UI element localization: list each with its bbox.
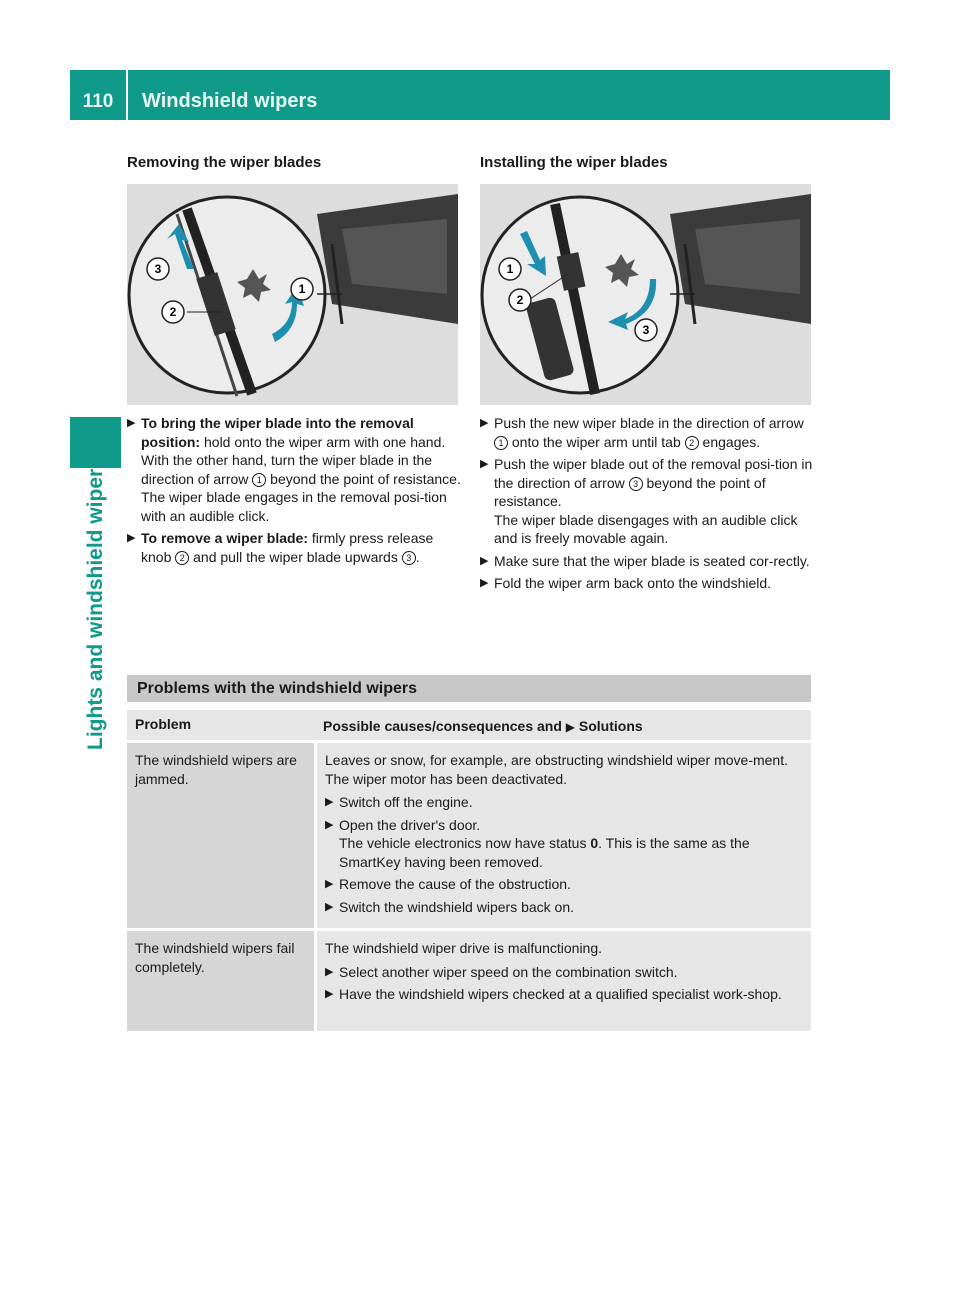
list-item: ▶ Remove the cause of the obstruction. [325, 876, 571, 892]
problems-table [127, 675, 811, 1031]
list-item: ▶ To bring the wiper blade into the removal position: hold onto the wiper arm with one hand. With the other hand, turn the wiper blade in the direction of arrow 1 beyond the point of resistance. The wiper blade engages in the removal posi-tion with an audible click. [127, 415, 461, 524]
list-item: ▶ Have the windshield wipers checked at a qualified specialist work-shop. [325, 986, 782, 1002]
svg-text:2: 2 [516, 293, 524, 307]
callout-number: 1 [252, 473, 266, 487]
table-title: Problems with the windshield wipers [127, 675, 811, 702]
arrow-right-icon: ▶ [480, 577, 489, 589]
svg-text:1: 1 [506, 262, 514, 276]
list-item: ▶ Push the wiper blade out of the removal posi-tion in the direction of arrow 3 beyond the point of resistance. The wiper blade disengages with an audible click and is freely movable again. [480, 456, 813, 546]
problem-cell: The windshield wipers fail completely. [127, 931, 314, 1031]
installing-steps [480, 414, 815, 597]
arrow-right-icon: ▶ [325, 878, 334, 890]
list-item: ▶ Make sure that the wiper blade is seated cor-rectly. [480, 552, 810, 569]
removing-figure [127, 184, 458, 405]
list-item: ▶ Open the driver's door. The vehicle electronics now have status 0. This is the same as the SmartKey having been removed. [325, 816, 750, 870]
list-item: ▶ To remove a wiper blade: firmly press release knob 2 and pull the wiper blade upwards 3 . [127, 530, 434, 565]
arrow-right-icon: ▶ [480, 458, 489, 470]
svg-text:3: 3 [154, 262, 162, 276]
callout-number: 2 [685, 436, 699, 450]
page-number: 110 [82, 91, 114, 112]
list-item: ▶ Switch off the engine. [325, 794, 473, 810]
arrow-right-icon: ▶ [325, 900, 334, 913]
arrow-right-icon: ▶ [325, 796, 334, 808]
list-item: ▶ Fold the wiper arm back onto the windshield. [480, 575, 772, 591]
problem-cell: The windshield wipers are jammed. [127, 743, 314, 928]
arrow-right-icon: ▶ [325, 818, 334, 831]
arrow-right-icon: ▶ [480, 554, 489, 567]
solution-cell: Leaves or snow, for example, are obstructing windshield wiper move-ment. The wiper motor has been deactivated. ▶ Switch off the engine. ▶ Open the driver's door. The vehicle electronics now have status 0. This is the same as the SmartKey having been removed. ▶ Remove the cause of the obstruction. ▶ Switch the windshield wipers back on. [317, 743, 811, 928]
solution-cell: The windshield wiper drive is malfunctioning. ▶ Select another wiper speed on the combination switch. ▶ Have the windshield wipers checked at a qualified specialist work-shop. [317, 931, 811, 1031]
callout-number: 3 [402, 551, 416, 565]
arrow-right-icon: ▶ [127, 532, 136, 544]
list-item: ▶ Push the new wiper blade in the direction of arrow 1 onto the wiper arm until tab 2 engages. [480, 415, 804, 450]
table-header [127, 710, 811, 740]
svg-text:1: 1 [298, 282, 306, 296]
arrow-right-icon: ▶ [127, 417, 136, 429]
svg-text:2: 2 [169, 305, 177, 319]
page-title: Windshield wipers [142, 90, 318, 112]
section-tab [84, 457, 114, 780]
arrow-right-icon: ▶ [325, 988, 334, 1000]
table-row [127, 743, 811, 928]
list-item: ▶ Switch the windshield wipers back on. [325, 898, 575, 915]
removing-title: Removing the wiper blades [127, 154, 322, 171]
callout-number: 2 [175, 551, 189, 565]
section-tab-label: Lights and windshield wipers [84, 457, 107, 750]
removing-steps [127, 414, 462, 570]
header-divider [126, 70, 128, 120]
callout-number: 1 [494, 436, 508, 450]
column-header-problem: Problem [135, 716, 192, 732]
column-header-causes: Possible causes/consequences and ▶ Solutions [323, 718, 643, 734]
installing-title: Installing the wiper blades [480, 154, 668, 171]
page-header [70, 70, 890, 120]
list-item: ▶ Select another wiper speed on the combination switch. [325, 963, 678, 980]
svg-text:3: 3 [642, 323, 650, 337]
table-row [127, 931, 811, 1031]
callout-number: 3 [629, 477, 643, 491]
installing-figure [480, 184, 811, 405]
arrow-right-icon: ▶ [480, 417, 489, 429]
arrow-right-icon: ▶ [565, 720, 576, 734]
arrow-right-icon: ▶ [325, 965, 334, 978]
